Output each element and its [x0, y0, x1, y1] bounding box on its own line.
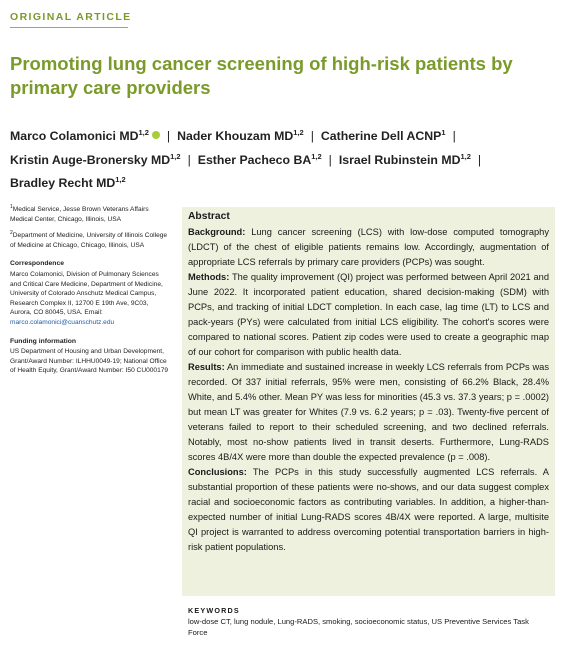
affiliation: $^1$Medical Service, Jesse Brown Veterans Affairs Medical Center, Chicago, Illinois, USA [10, 204, 149, 223]
abstract-heading: Abstract [188, 211, 230, 222]
author-affiliation-marker: 1,2 [460, 151, 471, 161]
email-link[interactable]: marco.colamonici@cuanschutz.edu [10, 318, 115, 326]
correspondence-address: Marco Colamonici, Division of Pulmonary Sciences and Critical Care Medicine, Department of Medicine, University of Colorado Anschutz Medical Campus, Research Complex II, 12700 E 19th Ave, 9C03, Aurora, CO 80045, USA. [10, 270, 163, 317]
author-separator: | [166, 129, 171, 143]
methods-label: Methods: [188, 272, 230, 282]
left-column [10, 203, 170, 381]
abstract-conclusions [188, 465, 549, 555]
affiliation: $^2$Department of Medicine, University of Illinois College of Medicine at Chicago, Chicago, Illinois, USA [10, 230, 168, 249]
abstract-box [182, 207, 555, 596]
author-name: Esther Pacheco BA$^{1,2}$ [197, 151, 322, 167]
author-separator: | [328, 152, 332, 167]
abstract-results [188, 360, 549, 465]
author-affiliation-marker: 1,2 [115, 175, 126, 184]
author-name: Bradley Recht MD$^{1,2}$ [10, 175, 126, 190]
methods-text: The quality improvement (QI) project was performed between April 2021 and June 2022. It incorporated patient education, shared decision-making (SDM) with PCPs, and tracking of initial LDCT completion. In each case, lag time (LT) to LCS and pack-years (PYs) were calculated from initial LCS eligibility. The cohort's scores were compared to national scores. Patient zip codes were used to create a geographic map of our cohort for comparison with public health data. [188, 272, 550, 357]
conclusions-label: Conclusions: [188, 467, 247, 477]
results-label: Results: [188, 362, 225, 372]
author-separator: | [477, 152, 482, 167]
author-name: Marco Colamonici MD$^{1,2}$ [10, 129, 160, 143]
results-text: An immediate and sustained increase in weekly LCS referrals from PCPs was recorded. Of 337 initial referrals, 95% were men, consisting of 66.2% Black, 28.4% White, and 5.4% other. Mean PY was less for minorities (45.3 vs. 37.3 years; p = .0002) but mean LT was greater for Whites (7.9 vs. 6.2 years; p = .03). Twenty-five percent of veterans failed to report to their scheduled screening, and two declined referrals. Notably, most no-show patients lived in transit deserts. Furthermore, Lung-RADS scores 4B/4X were more than double the expected prevalence (p = .008). [188, 362, 550, 462]
author-separator: | [452, 129, 456, 143]
author-separator: | [187, 152, 191, 167]
keywords-heading: KEYWORDS [188, 606, 240, 615]
affiliation-number: 2 [10, 230, 13, 237]
author-name: Nader Khouzam MD$^{1,2}$ [177, 128, 304, 143]
correspondence-heading: Correspondence [10, 260, 65, 268]
author-name: Kristin Auge-Bronersky MD$^{1,2}$ [10, 151, 181, 167]
correspondence-text [10, 270, 170, 328]
author-name: Catherine Dell ACNP$^1$ [320, 128, 446, 143]
keywords-section [188, 606, 550, 638]
affiliations [10, 203, 170, 250]
funding-heading: Funding information [10, 337, 77, 345]
author-name: Israel Rubinstein MD$^{1,2}$ [338, 151, 471, 167]
author-affiliation-marker: 1 [441, 128, 446, 137]
conclusions-text: The PCPs in this study successfully augmented LCS referrals. A substantial proportion of these patients were no-shows, and our data suggest complex racial and socioeconomic factors as contributing variables. In addition, a higher-than-expected number of initial Lung-RADS scores 4B/4X were reported. A large, multisite QI project is warranted to address overcoming potential transportation barriers in high-risk patient populations. [188, 467, 549, 552]
email-label: Email: [84, 309, 103, 317]
author-separator: | [310, 129, 314, 143]
author-affiliation-marker: 1,2 [138, 128, 149, 137]
orcid-icon[interactable] [152, 131, 160, 139]
author-list [10, 123, 555, 194]
funding-text: US Department of Housing and Urban Development, Grant/Award Number: ILHHU0049-19; National Office of Health Equity, Grant/Award Number: I50 CU000179 [10, 348, 169, 375]
article-title: Promoting lung cancer screening of high-risk patients by primary care providers [10, 53, 513, 98]
abstract-background [188, 225, 549, 270]
abstract-methods [188, 270, 549, 360]
background-label: Background: [188, 227, 246, 237]
author-affiliation-marker: 1,2 [170, 151, 181, 161]
keywords-text: low-dose CT, lung nodule, Lung-RADS, smoking, socioeconomic status, US Preventive Services Task Force [188, 617, 529, 637]
background-text: Lung cancer screening (LCS) with low-dose computed tomography (LDCT) of the chest of eligible patients remains low. Accordingly, augmentation of appropriate LCS referrals by primary care providers (PCPs) was sought. [188, 227, 549, 267]
affiliation-number: 1 [10, 204, 13, 210]
author-affiliation-marker: 1,2 [311, 151, 322, 161]
article-type-rule [10, 27, 128, 28]
article-type-label: ORIGINAL ARTICLE [10, 11, 132, 23]
author-affiliation-marker: 1,2 [293, 128, 304, 137]
